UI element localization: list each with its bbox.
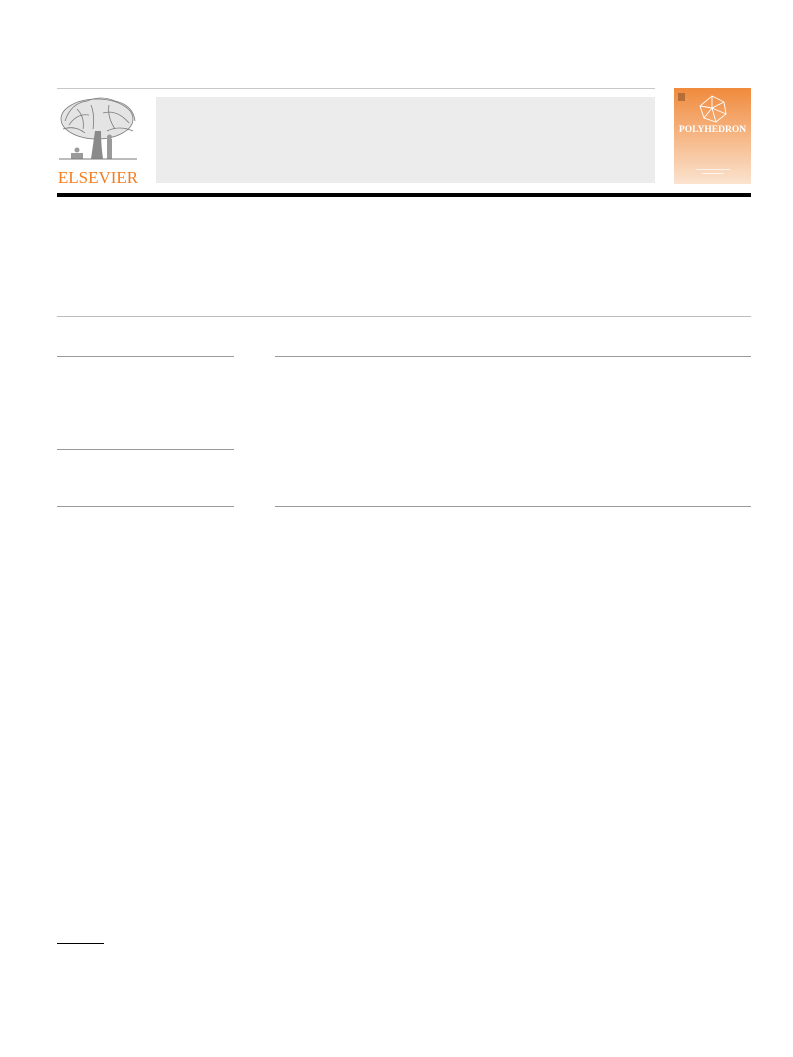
title-block-rule (57, 316, 751, 317)
article-info-rule-bottom (57, 506, 234, 507)
journal-cover-title: POLYHEDRON (678, 125, 747, 135)
publisher-logo (57, 95, 139, 185)
journal-cover-thumbnail (674, 88, 751, 184)
footnote-separator (57, 943, 104, 944)
abstract-rule-top (275, 356, 751, 357)
article-info-rule-middle (57, 449, 234, 450)
abstract-rule-bottom (275, 506, 751, 507)
header-top-rule (57, 88, 655, 89)
elsevier-tree-icon (57, 95, 139, 185)
header-thick-rule (57, 193, 751, 197)
article-info-rule-top (57, 356, 234, 357)
publisher-wordmark: ELSEVIER (57, 168, 139, 185)
journal-header-band (156, 97, 655, 183)
